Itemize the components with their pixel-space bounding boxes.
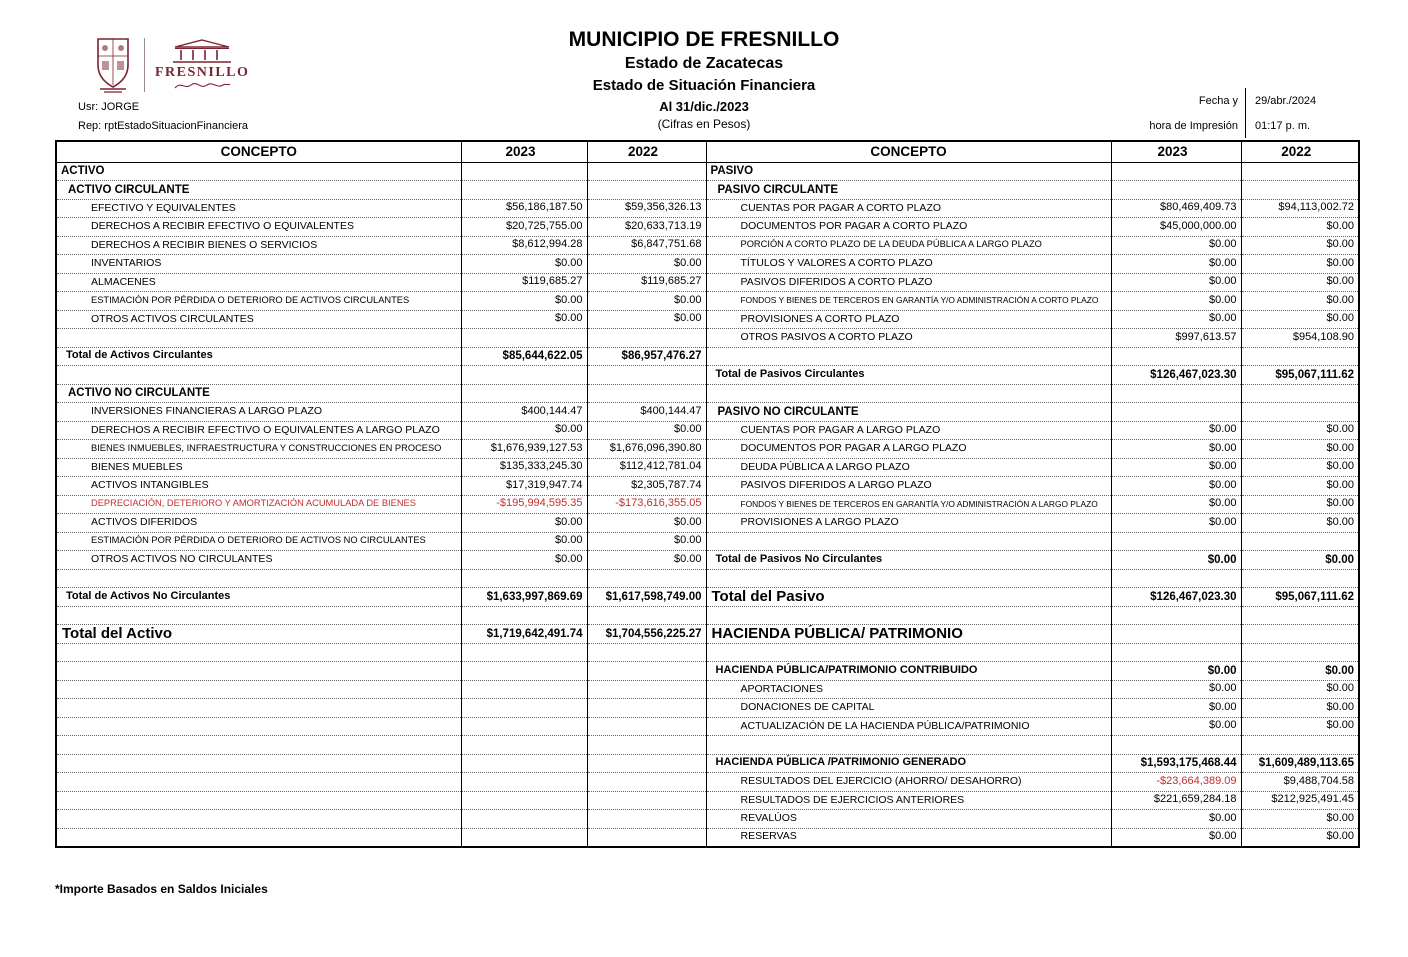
right-concept-cell: PASIVO <box>706 162 1111 181</box>
left-concept-cell: BIENES INMUEBLES, INFRAESTRUCTURA Y CONSTRUCCIONES EN PROCESO <box>56 440 461 459</box>
left-value-2023: $0.00 <box>461 292 587 311</box>
right-concept-cell: FONDOS Y BIENES DE TERCEROS EN GARANTÍA Y/O ADMINISTRACIÓN A CORTO PLAZO <box>706 292 1111 311</box>
right-value-2023: $0.00 <box>1111 255 1241 274</box>
right-value-2023: $0.00 <box>1111 292 1241 311</box>
table-row <box>56 643 1359 662</box>
left-value-2023: $0.00 <box>461 514 587 533</box>
left-value-2022 <box>587 828 706 847</box>
right-concept-cell: REVALÚOS <box>706 810 1111 829</box>
left-concept-cell <box>56 717 461 736</box>
right-value-2023: $0.00 <box>1111 514 1241 533</box>
left-value-2022: $86,957,476.27 <box>587 347 706 366</box>
left-concept-cell <box>56 791 461 810</box>
left-value-2022 <box>587 606 706 625</box>
left-value-2023: $135,333,245.30 <box>461 458 587 477</box>
table-row <box>56 514 1359 533</box>
right-value-2022: $0.00 <box>1241 514 1359 533</box>
table-row <box>56 717 1359 736</box>
table-row <box>56 810 1359 829</box>
left-value-2023: $400,144.47 <box>461 403 587 422</box>
left-value-2023 <box>461 810 587 829</box>
report-id-label: Rep: rptEstadoSituacionFinanciera <box>78 120 248 132</box>
right-value-2023: $0.00 <box>1111 495 1241 514</box>
right-value-2023: $126,467,023.30 <box>1111 366 1241 385</box>
left-value-2023 <box>461 791 587 810</box>
right-value-2023 <box>1111 643 1241 662</box>
right-concept-cell: Total de Pasivos No Circulantes <box>706 551 1111 570</box>
footer-note: *Importe Basados en Saldos Iniciales <box>55 882 268 896</box>
right-value-2022: $0.00 <box>1241 551 1359 570</box>
right-value-2022 <box>1241 736 1359 755</box>
right-value-2022 <box>1241 569 1359 588</box>
right-value-2022: $0.00 <box>1241 495 1359 514</box>
left-concept-cell: ACTIVO NO CIRCULANTE <box>56 384 461 403</box>
left-concept-cell: INVENTARIOS <box>56 255 461 274</box>
right-value-2022: $94,113,002.72 <box>1241 199 1359 218</box>
left-concept-cell: OTROS ACTIVOS NO CIRCULANTES <box>56 551 461 570</box>
table-row <box>56 236 1359 255</box>
right-concept-cell: RESERVAS <box>706 828 1111 847</box>
right-concept-cell: DOCUMENTOS POR PAGAR A CORTO PLAZO <box>706 218 1111 237</box>
left-concept-cell <box>56 773 461 792</box>
left-2023-header: 2023 <box>461 141 587 162</box>
left-value-2022 <box>587 643 706 662</box>
left-concept-cell <box>56 699 461 718</box>
left-value-2023: $1,676,939,127.53 <box>461 440 587 459</box>
financial-statement-table <box>55 140 1360 848</box>
right-value-2023: $1,593,175,468.44 <box>1111 754 1241 773</box>
print-date-value: 29/abr./2024 <box>1245 88 1323 113</box>
print-date-label: Fecha y <box>1198 94 1238 107</box>
right-value-2023: $0.00 <box>1111 236 1241 255</box>
left-value-2022 <box>587 329 706 348</box>
left-value-2023 <box>461 754 587 773</box>
right-concept-cell: PASIVO NO CIRCULANTE <box>706 403 1111 422</box>
right-value-2023: $0.00 <box>1111 810 1241 829</box>
left-value-2022 <box>587 181 706 200</box>
left-concept-cell <box>56 810 461 829</box>
right-concept-cell <box>706 384 1111 403</box>
right-concept-cell: CUENTAS POR PAGAR A LARGO PLAZO <box>706 421 1111 440</box>
left-value-2022: $400,144.47 <box>587 403 706 422</box>
left-value-2022: $119,685.27 <box>587 273 706 292</box>
left-value-2022 <box>587 366 706 385</box>
table-row <box>56 569 1359 588</box>
right-value-2022 <box>1241 403 1359 422</box>
left-concept-cell: ACTIVO CIRCULANTE <box>56 181 461 200</box>
right-value-2023: $0.00 <box>1111 421 1241 440</box>
meta-left <box>78 98 248 136</box>
right-value-2023 <box>1111 181 1241 200</box>
right-concept-cell: PASIVOS DIFERIDOS A CORTO PLAZO <box>706 273 1111 292</box>
left-value-2023: $119,685.27 <box>461 273 587 292</box>
right-concept-cell: TÍTULOS Y VALORES A CORTO PLAZO <box>706 255 1111 274</box>
right-value-2022: $9,488,704.58 <box>1241 773 1359 792</box>
left-value-2022: $1,617,598,749.00 <box>587 588 706 607</box>
left-value-2023: $20,725,755.00 <box>461 218 587 237</box>
left-value-2023: $1,633,997,869.69 <box>461 588 587 607</box>
left-value-2023 <box>461 699 587 718</box>
left-value-2022: $6,847,751.68 <box>587 236 706 255</box>
print-time-label: hora de Impresión <box>1149 119 1238 132</box>
right-value-2023: $45,000,000.00 <box>1111 218 1241 237</box>
right-value-2023: -$23,664,389.09 <box>1111 773 1241 792</box>
left-concept-cell: OTROS ACTIVOS CIRCULANTES <box>56 310 461 329</box>
left-value-2023: $0.00 <box>461 551 587 570</box>
right-2022-header: 2022 <box>1241 141 1359 162</box>
right-value-2022: $0.00 <box>1241 255 1359 274</box>
right-concept-cell: CUENTAS POR PAGAR A CORTO PLAZO <box>706 199 1111 218</box>
right-value-2022: $0.00 <box>1241 440 1359 459</box>
right-value-2022: $95,067,111.62 <box>1241 366 1359 385</box>
left-value-2023 <box>461 717 587 736</box>
right-value-2022 <box>1241 606 1359 625</box>
right-value-2022: $0.00 <box>1241 662 1359 681</box>
table-row <box>56 588 1359 607</box>
left-value-2022: $0.00 <box>587 310 706 329</box>
table-row <box>56 310 1359 329</box>
table-row <box>56 754 1359 773</box>
left-concept-cell <box>56 366 461 385</box>
table-row <box>56 495 1359 514</box>
right-concept-cell: PASIVO CIRCULANTE <box>706 181 1111 200</box>
left-value-2023 <box>461 662 587 681</box>
right-value-2022 <box>1241 643 1359 662</box>
left-concept-cell: EFECTIVO Y EQUIVALENTES <box>56 199 461 218</box>
left-concept-cell <box>56 754 461 773</box>
table-row <box>56 551 1359 570</box>
right-value-2023 <box>1111 569 1241 588</box>
right-concept-cell: OTROS PASIVOS A CORTO PLAZO <box>706 329 1111 348</box>
left-value-2023: $0.00 <box>461 310 587 329</box>
left-value-2023 <box>461 680 587 699</box>
right-concept-cell: Total de Pasivos Circulantes <box>706 366 1111 385</box>
state-subtitle: Estado de Zacatecas <box>624 55 784 72</box>
right-value-2022: $0.00 <box>1241 717 1359 736</box>
table-row <box>56 532 1359 551</box>
left-value-2022: $20,633,713.19 <box>587 218 706 237</box>
right-value-2023: $221,659,284.18 <box>1111 791 1241 810</box>
right-value-2023 <box>1111 532 1241 551</box>
right-value-2022: $0.00 <box>1241 699 1359 718</box>
table-row <box>56 606 1359 625</box>
right-value-2023: $0.00 <box>1111 551 1241 570</box>
table-row <box>56 791 1359 810</box>
left-value-2022: $0.00 <box>587 514 706 533</box>
left-concept-cell: DEPRECIACIÓN, DETERIORO Y AMORTIZACIÓN ACUMULADA DE BIENES <box>56 495 461 514</box>
right-concept-cell: FONDOS Y BIENES DE TERCEROS EN GARANTÍA Y/O ADMINISTRACIÓN A LARGO PLAZO <box>706 495 1111 514</box>
right-value-2023: $0.00 <box>1111 662 1241 681</box>
table-row <box>56 273 1359 292</box>
left-value-2023 <box>461 181 587 200</box>
left-value-2022: $2,305,787.74 <box>587 477 706 496</box>
right-value-2023: $0.00 <box>1111 699 1241 718</box>
right-value-2023 <box>1111 736 1241 755</box>
table-row <box>56 773 1359 792</box>
left-value-2023: $17,319,947.74 <box>461 477 587 496</box>
left-value-2022: $0.00 <box>587 421 706 440</box>
left-value-2023: $8,612,994.28 <box>461 236 587 255</box>
right-2023-header: 2023 <box>1111 141 1241 162</box>
right-value-2023: $0.00 <box>1111 310 1241 329</box>
right-concept-cell <box>706 569 1111 588</box>
table-row <box>56 458 1359 477</box>
right-value-2023 <box>1111 384 1241 403</box>
right-concept-header: CONCEPTO <box>706 141 1111 162</box>
meta-right <box>1120 88 1323 138</box>
left-concept-cell <box>56 569 461 588</box>
right-value-2022: $0.00 <box>1241 292 1359 311</box>
left-concept-cell: ALMACENES <box>56 273 461 292</box>
left-value-2022: $0.00 <box>587 551 706 570</box>
left-value-2022 <box>587 680 706 699</box>
left-concept-header: CONCEPTO <box>56 141 461 162</box>
left-value-2022 <box>587 699 706 718</box>
right-concept-cell: HACIENDA PÚBLICA /PATRIMONIO GENERADO <box>706 754 1111 773</box>
table-row <box>56 347 1359 366</box>
left-value-2023 <box>461 366 587 385</box>
left-value-2023 <box>461 773 587 792</box>
left-value-2022 <box>587 736 706 755</box>
left-value-2022 <box>587 717 706 736</box>
table-row <box>56 255 1359 274</box>
left-value-2022: $1,676,096,390.80 <box>587 440 706 459</box>
table-row <box>56 625 1359 644</box>
left-value-2022 <box>587 810 706 829</box>
table-row <box>56 199 1359 218</box>
left-concept-cell: ACTIVO <box>56 162 461 181</box>
left-value-2022 <box>587 662 706 681</box>
logo-wordmark: FRESNILLO <box>155 64 250 80</box>
left-value-2023: $56,186,187.50 <box>461 199 587 218</box>
left-concept-cell: Total de Activos Circulantes <box>56 347 461 366</box>
right-value-2023: $0.00 <box>1111 440 1241 459</box>
left-value-2023 <box>461 736 587 755</box>
page-title: MUNICIPIO DE FRESNILLO <box>568 28 840 51</box>
table-row <box>56 403 1359 422</box>
table-row <box>56 292 1359 311</box>
table-row <box>56 181 1359 200</box>
table-row <box>56 680 1359 699</box>
right-value-2022 <box>1241 181 1359 200</box>
table-header-row <box>56 141 1359 162</box>
right-value-2022 <box>1241 384 1359 403</box>
table-row <box>56 421 1359 440</box>
right-concept-cell: ACTUALIZACIÓN DE LA HACIENDA PÚBLICA/PATRIMONIO <box>706 717 1111 736</box>
right-concept-cell: HACIENDA PÚBLICA/PATRIMONIO CONTRIBUIDO <box>706 662 1111 681</box>
table-row <box>56 440 1359 459</box>
left-concept-cell: DERECHOS A RECIBIR EFECTIVO O EQUIVALENTES A LARGO PLAZO <box>56 421 461 440</box>
table-row <box>56 662 1359 681</box>
left-concept-cell: ACTIVOS INTANGIBLES <box>56 477 461 496</box>
as-of-date: Al 31/dic./2023 <box>659 99 749 114</box>
left-value-2023: $0.00 <box>461 255 587 274</box>
left-value-2022: -$173,616,355.05 <box>587 495 706 514</box>
left-value-2022: $0.00 <box>587 292 706 311</box>
right-concept-cell: APORTACIONES <box>706 680 1111 699</box>
right-concept-cell: PROVISIONES A LARGO PLAZO <box>706 514 1111 533</box>
right-concept-cell: Total del Pasivo <box>706 588 1111 607</box>
right-value-2023: $0.00 <box>1111 680 1241 699</box>
left-value-2022: $112,412,781.04 <box>587 458 706 477</box>
left-value-2022 <box>587 384 706 403</box>
right-concept-cell: RESULTADOS DEL EJERCICIO (AHORRO/ DESAHORRO) <box>706 773 1111 792</box>
right-value-2023: $0.00 <box>1111 717 1241 736</box>
left-value-2023: $0.00 <box>461 532 587 551</box>
left-concept-cell <box>56 828 461 847</box>
right-value-2023 <box>1111 606 1241 625</box>
right-concept-cell <box>706 736 1111 755</box>
left-concept-cell: DERECHOS A RECIBIR EFECTIVO O EQUIVALENTES <box>56 218 461 237</box>
left-concept-cell: Total de Activos No Circulantes <box>56 588 461 607</box>
left-value-2022: $0.00 <box>587 255 706 274</box>
left-concept-cell <box>56 643 461 662</box>
right-value-2022 <box>1241 162 1359 181</box>
right-value-2023 <box>1111 347 1241 366</box>
right-value-2022: $0.00 <box>1241 421 1359 440</box>
balance-table-body <box>56 162 1359 847</box>
right-value-2023 <box>1111 162 1241 181</box>
right-value-2022: $212,925,491.45 <box>1241 791 1359 810</box>
left-value-2022 <box>587 754 706 773</box>
right-concept-cell <box>706 606 1111 625</box>
right-value-2022: $0.00 <box>1241 236 1359 255</box>
right-value-2022: $95,067,111.62 <box>1241 588 1359 607</box>
table-row <box>56 329 1359 348</box>
right-concept-cell: PORCIÓN A CORTO PLAZO DE LA DEUDA PÚBLICA A LARGO PLAZO <box>706 236 1111 255</box>
left-value-2023: $85,644,622.05 <box>461 347 587 366</box>
right-value-2023 <box>1111 403 1241 422</box>
left-concept-cell <box>56 662 461 681</box>
left-concept-cell: Total del Activo <box>56 625 461 644</box>
left-concept-cell <box>56 606 461 625</box>
right-value-2022: $0.00 <box>1241 680 1359 699</box>
units-note: (Cifras en Pesos) <box>657 117 751 131</box>
left-concept-cell <box>56 329 461 348</box>
left-value-2023 <box>461 828 587 847</box>
right-concept-cell <box>706 532 1111 551</box>
right-value-2022 <box>1241 625 1359 644</box>
right-concept-cell <box>706 347 1111 366</box>
right-value-2022: $0.00 <box>1241 458 1359 477</box>
left-concept-cell: ACTIVOS DIFERIDOS <box>56 514 461 533</box>
left-concept-cell: ESTIMACIÓN POR PÉRDIDA O DETERIORO DE ACTIVOS NO CIRCULANTES <box>56 532 461 551</box>
right-value-2022: $1,609,489,113.65 <box>1241 754 1359 773</box>
right-value-2023: $997,613.57 <box>1111 329 1241 348</box>
left-concept-cell: ESTIMACIÓN POR PÉRDIDA O DETERIORO DE ACTIVOS CIRCULANTES <box>56 292 461 311</box>
left-value-2023 <box>461 384 587 403</box>
left-value-2023 <box>461 606 587 625</box>
table-row <box>56 736 1359 755</box>
right-value-2022 <box>1241 347 1359 366</box>
left-2022-header: 2022 <box>587 141 706 162</box>
right-value-2022: $0.00 <box>1241 310 1359 329</box>
left-value-2023: -$195,994,595.35 <box>461 495 587 514</box>
report-name: Estado de Situación Financiera <box>592 77 816 94</box>
table-row <box>56 366 1359 385</box>
left-value-2022: $0.00 <box>587 532 706 551</box>
left-concept-cell: DERECHOS A RECIBIR BIENES O SERVICIOS <box>56 236 461 255</box>
right-concept-cell: HACIENDA PÚBLICA/ PATRIMONIO <box>706 625 1111 644</box>
right-concept-cell: DEUDA PÚBLICA A LARGO PLAZO <box>706 458 1111 477</box>
right-value-2022: $0.00 <box>1241 810 1359 829</box>
left-value-2023: $1,719,642,491.74 <box>461 625 587 644</box>
left-value-2023 <box>461 162 587 181</box>
left-value-2022: $1,704,556,225.27 <box>587 625 706 644</box>
user-label: Usr: JORGE <box>78 101 140 113</box>
right-value-2022: $954,108.90 <box>1241 329 1359 348</box>
right-value-2023: $0.00 <box>1111 458 1241 477</box>
left-value-2023 <box>461 329 587 348</box>
table-row <box>56 218 1359 237</box>
right-concept-cell: PROVISIONES A CORTO PLAZO <box>706 310 1111 329</box>
right-value-2023: $0.00 <box>1111 273 1241 292</box>
left-value-2023: $0.00 <box>461 421 587 440</box>
right-value-2022: $0.00 <box>1241 828 1359 847</box>
right-value-2023: $126,467,023.30 <box>1111 588 1241 607</box>
table-row <box>56 162 1359 181</box>
left-value-2022 <box>587 773 706 792</box>
left-value-2022: $59,356,326.13 <box>587 199 706 218</box>
left-value-2022 <box>587 791 706 810</box>
table-row <box>56 828 1359 847</box>
right-concept-cell: PASIVOS DIFERIDOS A LARGO PLAZO <box>706 477 1111 496</box>
table-row <box>56 384 1359 403</box>
right-value-2022 <box>1241 532 1359 551</box>
left-concept-cell <box>56 736 461 755</box>
left-value-2023 <box>461 643 587 662</box>
right-value-2023: $80,469,409.73 <box>1111 199 1241 218</box>
right-concept-cell: DOCUMENTOS POR PAGAR A LARGO PLAZO <box>706 440 1111 459</box>
left-concept-cell: INVERSIONES FINANCIERAS A LARGO PLAZO <box>56 403 461 422</box>
left-value-2022 <box>587 569 706 588</box>
right-value-2023: $0.00 <box>1111 477 1241 496</box>
table-row <box>56 699 1359 718</box>
print-time-value: 01:17 p. m. <box>1245 113 1323 138</box>
right-concept-cell: DONACIONES DE CAPITAL <box>706 699 1111 718</box>
left-value-2022 <box>587 162 706 181</box>
table-row <box>56 477 1359 496</box>
left-concept-cell: BIENES MUEBLES <box>56 458 461 477</box>
right-value-2023 <box>1111 625 1241 644</box>
left-concept-cell <box>56 680 461 699</box>
right-value-2022: $0.00 <box>1241 273 1359 292</box>
right-value-2023: $0.00 <box>1111 828 1241 847</box>
right-concept-cell: RESULTADOS DE EJERCICIOS ANTERIORES <box>706 791 1111 810</box>
left-value-2023 <box>461 569 587 588</box>
right-concept-cell <box>706 643 1111 662</box>
right-value-2022: $0.00 <box>1241 477 1359 496</box>
right-value-2022: $0.00 <box>1241 218 1359 237</box>
